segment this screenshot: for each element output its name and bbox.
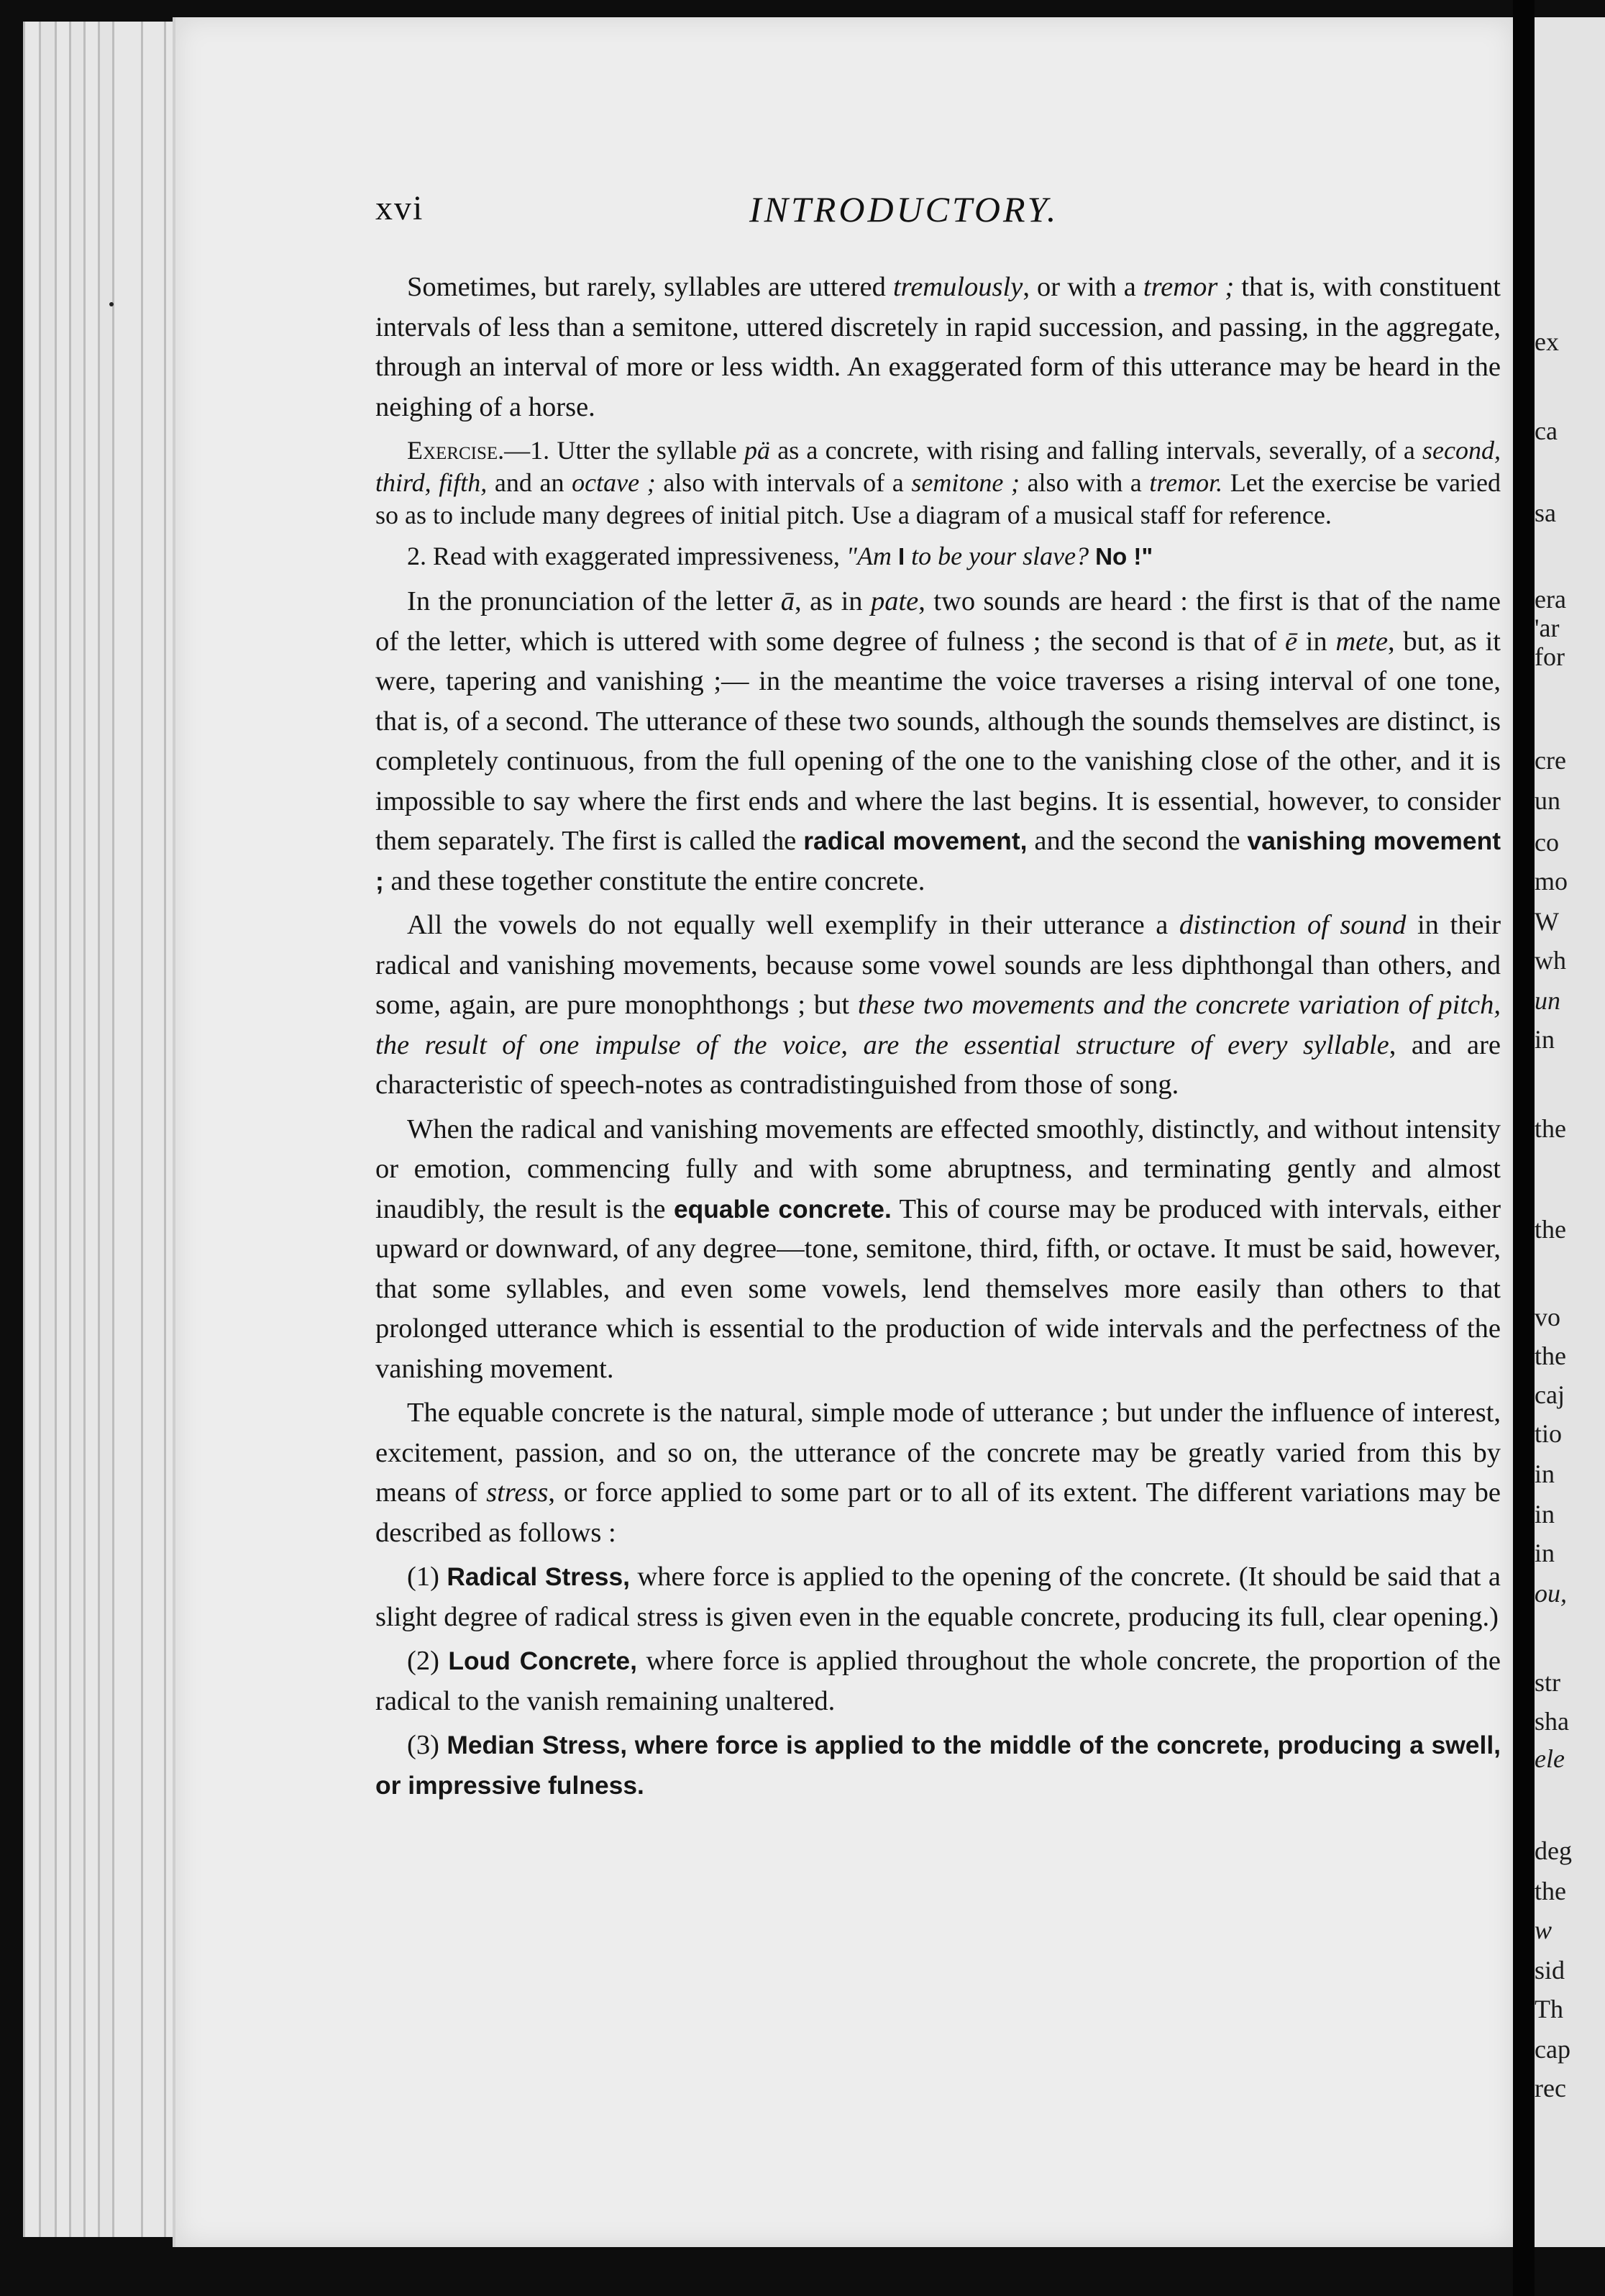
facing-fragment: the [1535,1114,1566,1143]
text-run: these two movements and the concrete variation of pitch, the result of one impulse of the voice, are the essential structure of every syllable [375,990,1501,1060]
text-run: distinction of sound [1179,910,1407,940]
facing-fragment: Th [1535,1995,1563,2023]
text-run: 2. Read with exaggerated impressiveness, [407,542,846,570]
text-run: pate [870,586,919,616]
facing-fragment: sa [1535,498,1556,527]
list-number: (3) [407,1730,447,1760]
text-run: In the pronunciation of the letter [407,586,781,616]
paragraph-tremor [375,268,1501,427]
exercise-1 [375,434,1501,532]
text-run: stress [486,1477,549,1508]
facing-fragment: ou, [1535,1579,1567,1608]
facing-fragment: the [1535,1215,1566,1244]
list-number: (2) [407,1646,449,1676]
facing-fragment: era [1535,585,1566,614]
paragraph-pronunciation [375,582,1501,901]
text-run: ā [780,586,795,616]
text-run: where force is applied to the opening of the concrete. (It should be said that a slight degree of radical stress is given even in the equable concrete, producing its full, clear opening.) [375,1562,1501,1632]
paragraph-loud-concrete [375,1641,1501,1721]
text-run: octave ; [572,468,656,497]
text-run: semitone ; [911,468,1020,497]
facing-fragment: un [1535,786,1560,815]
list-number: (1) [407,1562,447,1592]
term-equable-concrete: equable concrete. [673,1194,892,1224]
margin-speck [109,302,114,306]
text-run: in [1297,626,1336,657]
facing-fragment: ele [1535,1744,1565,1773]
facing-fragment: caj [1535,1380,1565,1409]
text-run: , and are characteristic of speech-notes as contradistinguished from those of song. [375,1029,1501,1100]
text-run: that is, with constituent intervals of less than a semitone, uttered discretely in rapid succession, and passing, in the aggregate, through an interval of more or less width. An exaggerated form of this utterance may be heard in the neighing of a horse. [375,272,1501,422]
text-run: Let the exercise be varied so as to include many degrees of initial pitch. Use a diagram of a musical staff for reference. [375,468,1501,529]
text-run: I [897,544,905,570]
facing-fragment: rec [1535,2074,1566,2103]
facing-fragment: the [1535,1877,1566,1905]
text-run: where force is applied to the middle of the concrete, producing a swell, or impressive fulness. [375,1731,1501,1800]
text-run: also with a [1019,468,1150,497]
text-run: tremor. [1149,468,1223,497]
facing-fragment: in [1535,1459,1555,1488]
facing-fragment: 'ar [1535,614,1560,642]
text-run: second, third, fifth, [375,436,1501,497]
text-run: —1. Utter the syllable [504,436,744,465]
facing-fragment: mo [1535,867,1568,896]
text-run: , two sounds are heard : the first is that of the name of the letter, which is uttered with some degree of fulness ; the second is that of [375,586,1501,657]
facing-fragment: cap [1535,2035,1570,2064]
paragraph-stress [375,1393,1501,1553]
paragraph-equable-concrete [375,1110,1501,1390]
text-run: also with intervals of a [655,468,912,497]
text-run: tremor ; [1143,272,1235,302]
text-run: as a concrete, with rising and falling intervals, severally, of a [770,436,1423,465]
facing-fragment: for [1535,642,1565,671]
page-body [375,268,1501,1805]
paragraph-median-stress [375,1726,1501,1805]
facing-fragment: sid [1535,1956,1565,1985]
text-run: and the second the [1027,826,1248,856]
exercise-heading: Exercise. [407,436,505,465]
facing-fragment: w [1535,1915,1553,1944]
term-loud-concrete: Loud Concrete, [448,1646,637,1675]
book-gutter [1513,0,1535,2296]
page-edges [23,22,188,2237]
term-radical-movement: radical movement, [803,826,1028,855]
facing-fragment: un [1535,986,1560,1015]
paragraph-radical-stress [375,1557,1501,1637]
term-radical-stress: Radical Stress, [447,1562,630,1591]
exercise-2 [375,540,1501,573]
facing-fragment: in [1535,1025,1555,1054]
facing-fragment: str [1535,1668,1560,1697]
page-header [375,188,1497,239]
page-number: xvi [375,189,424,227]
facing-fragment: the [1535,1341,1566,1370]
text-run: When the radical and vanishing movements are effected smoothly, distinctly, and without intensity or emotion, commencing fully and with some abruptness, and terminating gently and almost inaudibly, the result is the [375,1113,1501,1224]
term-median-stress: Median Stress, [447,1731,628,1759]
text-run: The equable concrete is the natural, simple mode of utterance ; but under the influence of interest, excitement, passion, and so on, the utterance of the concrete may be greatly varied from this by means of [375,1398,1501,1508]
text-run: pä [744,436,770,465]
facing-fragment: vo [1535,1303,1560,1331]
facing-fragment: in [1535,1500,1555,1529]
facing-fragment: wh [1535,946,1566,975]
text-run: ē [1284,626,1298,657]
text-run: where force is applied throughout the whole concrete, the proportion of the radical to the vanish remaining unaltered. [375,1646,1501,1716]
facing-fragment: W [1535,907,1559,936]
paragraph-vowels [375,906,1501,1106]
text-run: , or force applied to some part or to all of its extent. The different variations may be described as follows : [375,1477,1501,1548]
facing-fragment: in [1535,1539,1555,1567]
facing-page [1535,17,1605,2247]
facing-fragment: cre [1535,746,1566,775]
text-run: Sometimes, but rarely, syllables are uttered [407,272,893,302]
text-run: This of course may be produced with intervals, either upward or downward, of any degree—tone, semitone, third, fifth, or octave. It must be said, however, that some syllables, and even some vowels, lend themselves more easily than others to that prolonged utterance which is essential to the production of wide intervals and the perfectness of the vanishing movement. [375,1193,1501,1384]
text-run: mete [1335,626,1389,657]
running-head: INTRODUCTORY. [749,189,1059,229]
text-run: No !" [1095,544,1153,570]
text-run: , or with a [1023,272,1143,302]
term-vanishing-movement: vanishing movement ; [375,826,1501,896]
text-run: "Am [846,542,898,570]
facing-fragment: sha [1535,1707,1569,1736]
facing-fragment: deg [1535,1836,1572,1865]
text-run: to be your slave? [905,542,1096,570]
text-run: in their radical and vanishing movements, because some vowel sounds are less diphthongal than others, and some, again, are pure monophthongs ; but [375,910,1501,1020]
facing-fragment: ex [1535,327,1559,356]
text-run: , as in [795,586,871,616]
text-run: tremulously [892,272,1023,302]
facing-fragment: tio [1535,1419,1563,1448]
text-run: and these together constitute the entire concrete. [383,865,925,896]
text-run: and an [487,468,572,497]
facing-fragment: co [1535,828,1559,857]
text-run: All the vowels do not equally well exemplify in their utterance a [407,910,1179,940]
facing-fragment: ca [1535,416,1558,445]
text-run: , but, as it were, tapering and vanishing ;— in the meantime the voice traverses a rising interval of one tone, that is, of a second. The utterance of these two sounds, although the sounds themselves are distinct, is completely continuous, from the full opening of the one to the vanishing close of the other, and it is impossible to say where the first ends and where the last begins. It is essential, however, to consider them separately. The first is called the [375,626,1501,856]
